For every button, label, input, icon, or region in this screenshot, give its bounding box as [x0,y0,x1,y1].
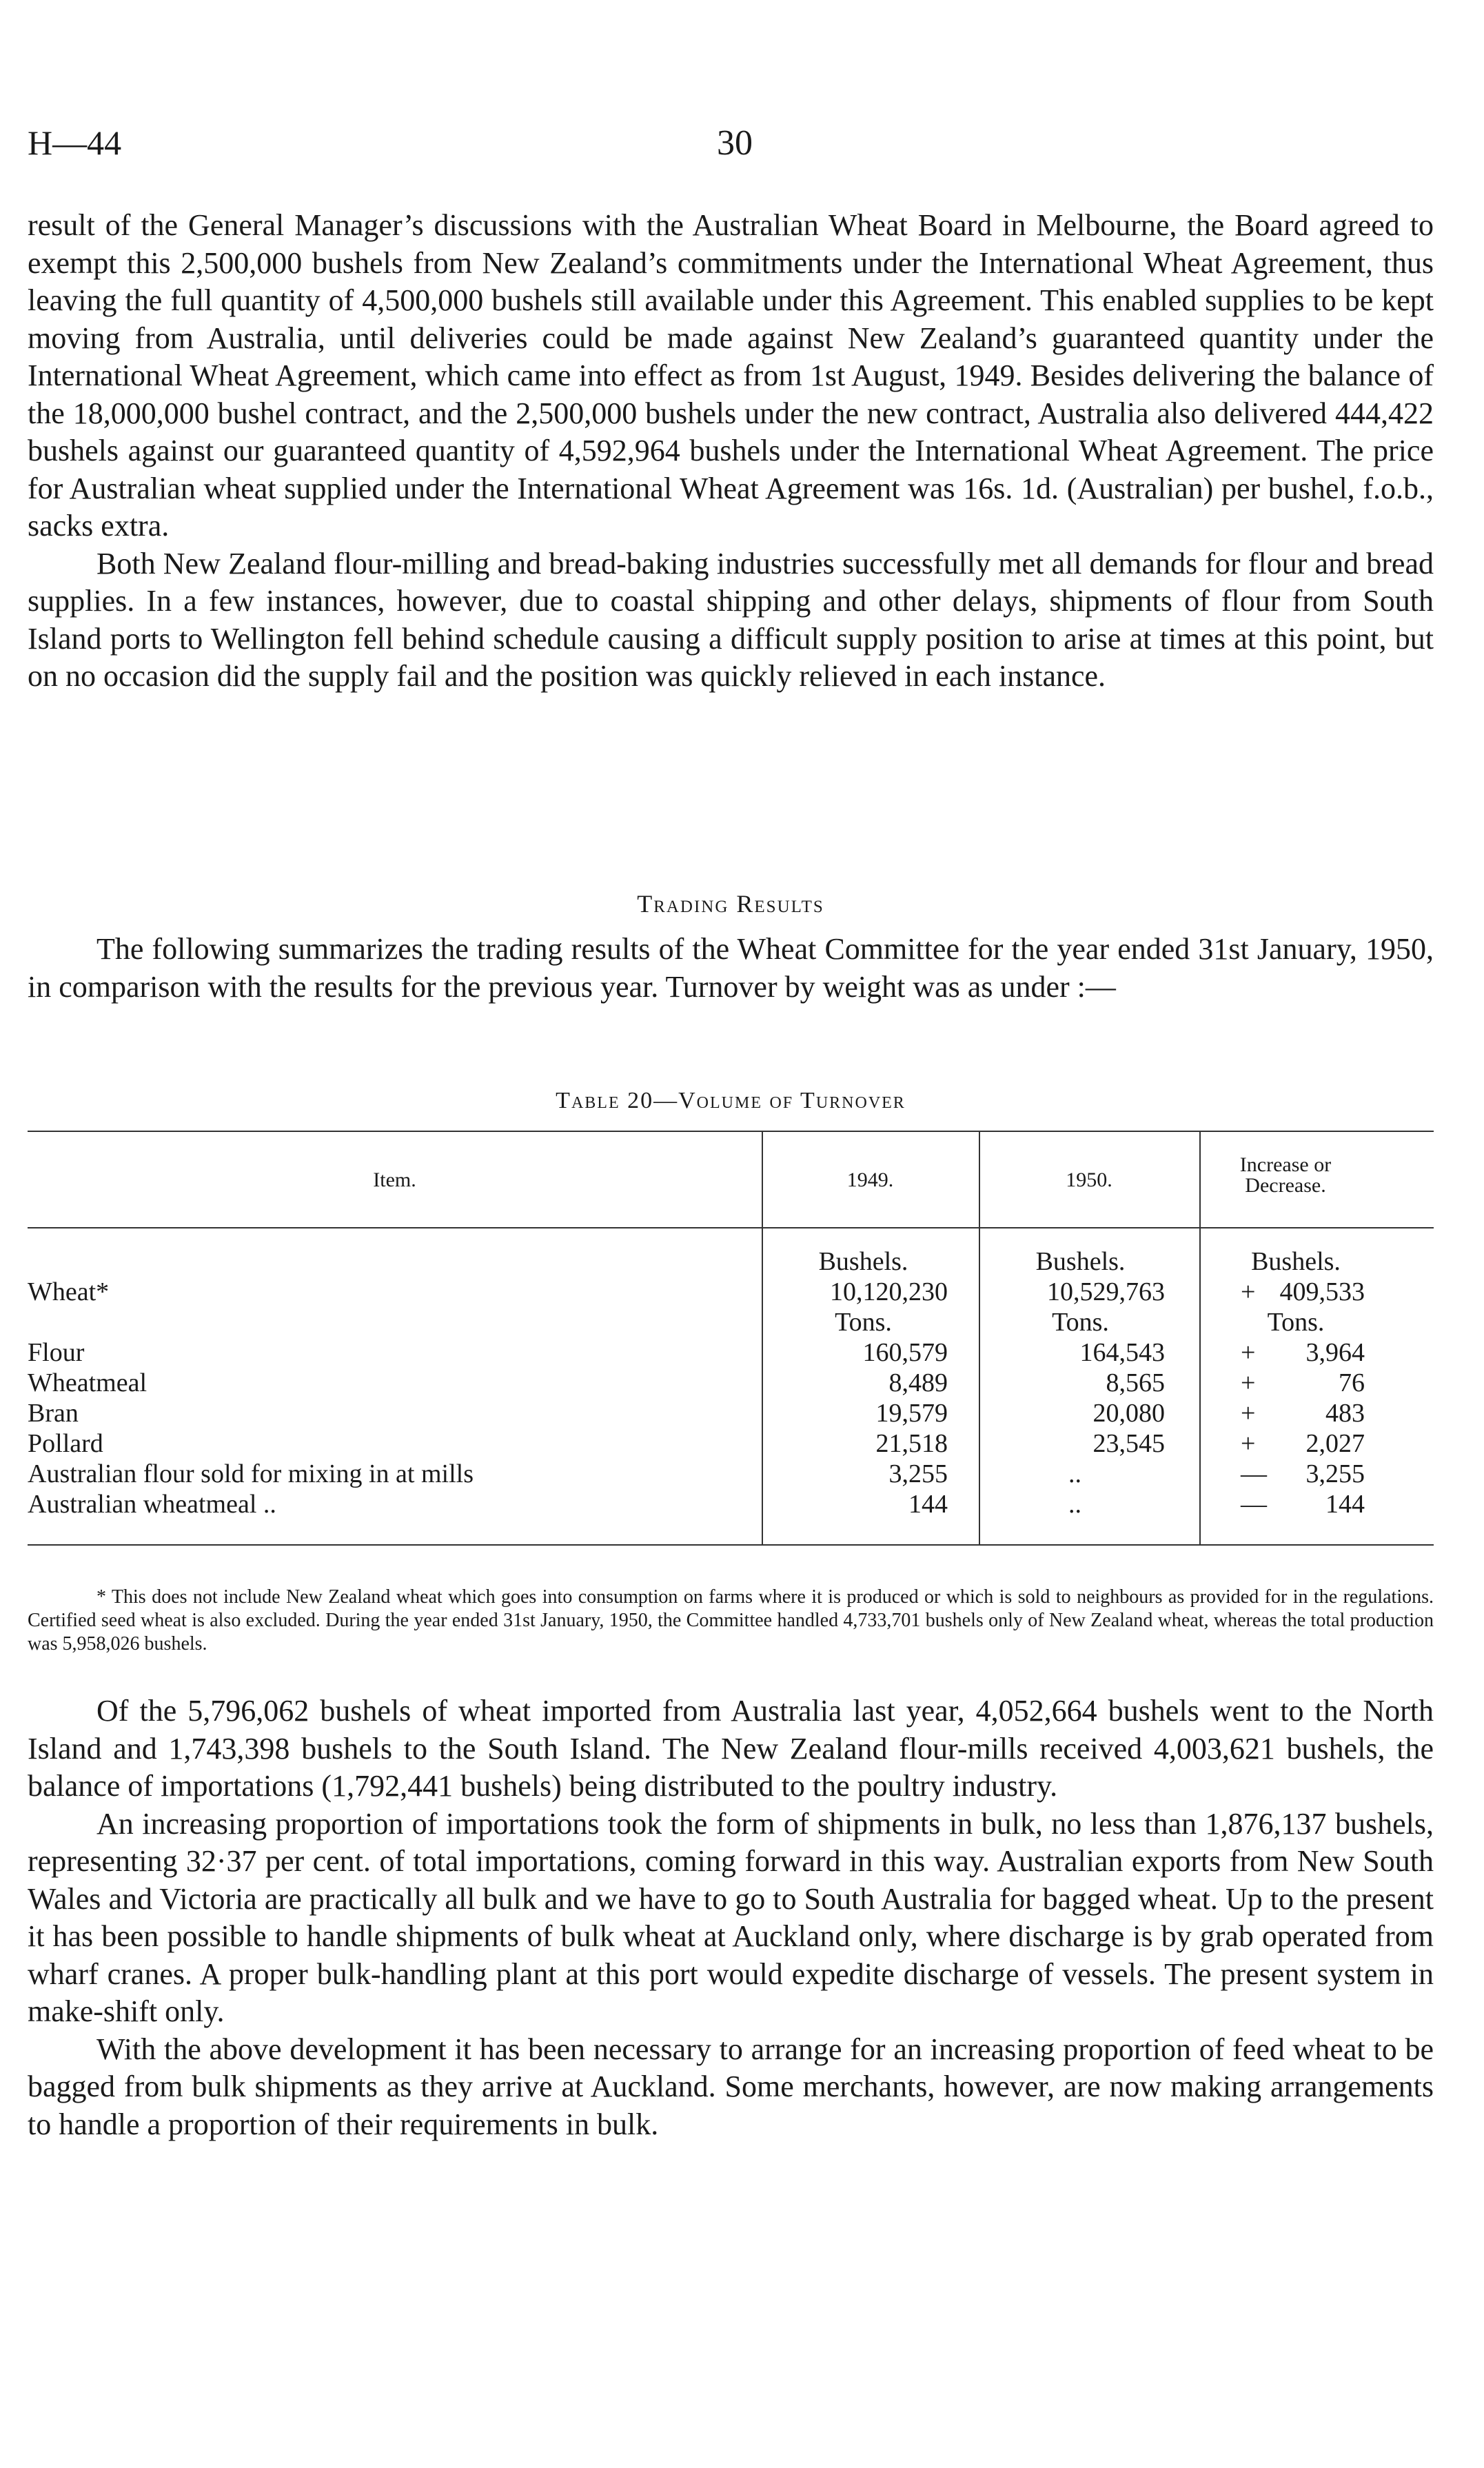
footnote-text: * This does not include New Zealand wheat which goes into consumption on farms where it is produced or which is sold to neighbours as provided for in the regulations. Certified seed wheat is also excluded. During the year ended 31st January, 1950, the Committee handled 4,733,701 bushels only of New Zealand wheat, whereas the total production was 5,958,026 bushels. [28,1586,1434,1655]
change-sign: + [1241,1368,1256,1397]
row-item-label: Australian flour sold for mixing in at mills [28,1459,474,1488]
value-1949: 19,579 [875,1399,948,1428]
unit-label: Bushels. [1035,1247,1126,1276]
unit-label: Tons. [1267,1308,1325,1337]
change-value: 3,964 [1305,1338,1365,1367]
column-header-1949: 1949. [846,1169,894,1191]
row-item-label: Bran [28,1399,79,1428]
value-1950: .. [1068,1490,1081,1519]
paragraph: result of the General Manager’s discussions with the Australian Wheat Board in Melbourne, the Board agreed to exempt this 2,500,000 bushels from New Zealand’s commitments under the International Wheat Agreement, thus leaving the full quantity of 4,500,000 bushels still available under this Agreement. This enabled supplies to be kept moving from Australia, until deliveries could be made against New Zealand’s guaranteed quantity under the International Wheat Agreement, which came into effect as from 1st August, 1949. Besides delivering the balance of the 18,000,000 bushel contract, and the 2,500,000 bushels under the new contract, Australia also delivered 444,422 bushels against our guaranteed quantity of 4,592,964 bushels under the International Wheat Agreement. The price for Australian wheat supplied under the International Wheat Agreement was 16s. 1d. (Australian) per bushel, f.o.b., sacks extra. [28,208,1434,543]
intro-paragraph-block [28,931,1434,1006]
change-sign: — [1241,1459,1267,1488]
column-divider [1199,1131,1201,1544]
value-1949: 8,489 [888,1368,948,1397]
change-sign: + [1241,1429,1256,1458]
value-1949: 144 [908,1490,948,1519]
value-1950: 164,543 [1079,1338,1165,1367]
change-value: 3,255 [1305,1459,1365,1488]
paragraph: With the above development it has been necessary to arrange for an increasing proportion of feed wheat to be bagged from bulk shipments as they arrive at Auckland. Some merchants, however, are now making arrangements to handle a proportion of their requirements in bulk. [28,2032,1434,2141]
value-1949: 3,255 [888,1459,948,1488]
change-sign: + [1241,1338,1256,1367]
paragraph: Both New Zealand flour-milling and bread-baking industries successfully met all demands for flour and bread supplies. In a few instances, however, due to coastal shipping and other delays, shipments of flour from South Island ports to Wellington fell behind schedule causing a difficult supply position to arise at times at this point, but on no occasion did the supply fail and the position was quickly relieved in each instance. [28,546,1434,693]
document-code: H—44 [28,123,122,162]
change-sign: — [1241,1490,1267,1519]
row-item-label: Pollard [28,1429,103,1458]
change-value: 483 [1325,1399,1365,1428]
column-header-1950: 1950. [1066,1169,1112,1191]
change-value: 409,533 [1279,1277,1365,1306]
value-1950: 8,565 [1106,1368,1165,1397]
change-sign: + [1241,1277,1256,1306]
page-header [28,123,1434,171]
value-1950: 23,545 [1092,1429,1165,1458]
unit-label: Tons. [1052,1308,1109,1337]
paragraph: Of the 5,796,062 bushels of wheat imported from Australia last year, 4,052,664 bushels went to the North Island and 1,743,398 bushels to the South Island. The New Zealand flour-mills received 4,003,621 bushels, the balance of importations (1,792,441 bushels) being distributed to the poultry industry. [28,1694,1434,1803]
value-1950: 20,080 [1092,1399,1165,1428]
unit-label: Bushels. [1251,1247,1341,1276]
change-sign: + [1241,1399,1256,1428]
table-footnote [28,1586,1434,1656]
change-value: 76 [1339,1368,1365,1397]
unit-label: Bushels. [818,1247,908,1276]
column-header-change: Increase or Decrease. [1239,1153,1332,1197]
value-1950: .. [1068,1459,1081,1488]
row-item-label: Wheat* [28,1277,110,1306]
change-value: 2,027 [1305,1429,1365,1458]
row-item-label: Flour [28,1338,85,1367]
value-1950: 10,529,763 [1047,1277,1165,1306]
column-header-item: Item. [373,1169,416,1191]
table-rule [28,1544,1434,1546]
section-heading: Trading Results [637,890,824,918]
column-divider [762,1131,763,1544]
value-1949: 10,120,230 [830,1277,948,1306]
value-1949: 160,579 [862,1338,948,1367]
paragraph: An increasing proportion of importations took the form of shipments in bulk, no less than 1,876,137 bushels, representing 32·37 per cent. of total importations, coming forward in this way. Australian exports from New South Wales and Victoria are practically all bulk and we have to go to South Australia for bagged wheat. Up to the present it has been possible to handle shipments of bulk wheat at Auckland only, where discharge is by grab operated from wharf cranes. A proper bulk-handling plant at this port would expedite discharge of vessels. The present system in make-shift only. [28,1806,1434,2028]
table-rule [28,1227,1434,1228]
turnover-table [28,1131,1434,1579]
row-item-label: Australian wheatmeal .. [28,1490,276,1519]
table-title: Table 20—Volume of Turnover [556,1088,906,1113]
column-divider [979,1131,980,1544]
page-number: 30 [717,123,753,163]
row-item-label: Wheatmeal [28,1368,148,1397]
paragraph: The following summarizes the trading results of the Wheat Committee for the year ended 31st January, 1950, in comparison with the results for the previous year. Turnover by weight was as under :— [28,932,1434,1004]
unit-label: Tons. [835,1308,892,1337]
change-value: 144 [1325,1490,1365,1519]
body-paragraphs-top [28,207,1434,696]
body-paragraphs-bottom [28,1692,1434,2143]
table-rule [28,1131,1434,1132]
value-1949: 21,518 [875,1429,948,1458]
